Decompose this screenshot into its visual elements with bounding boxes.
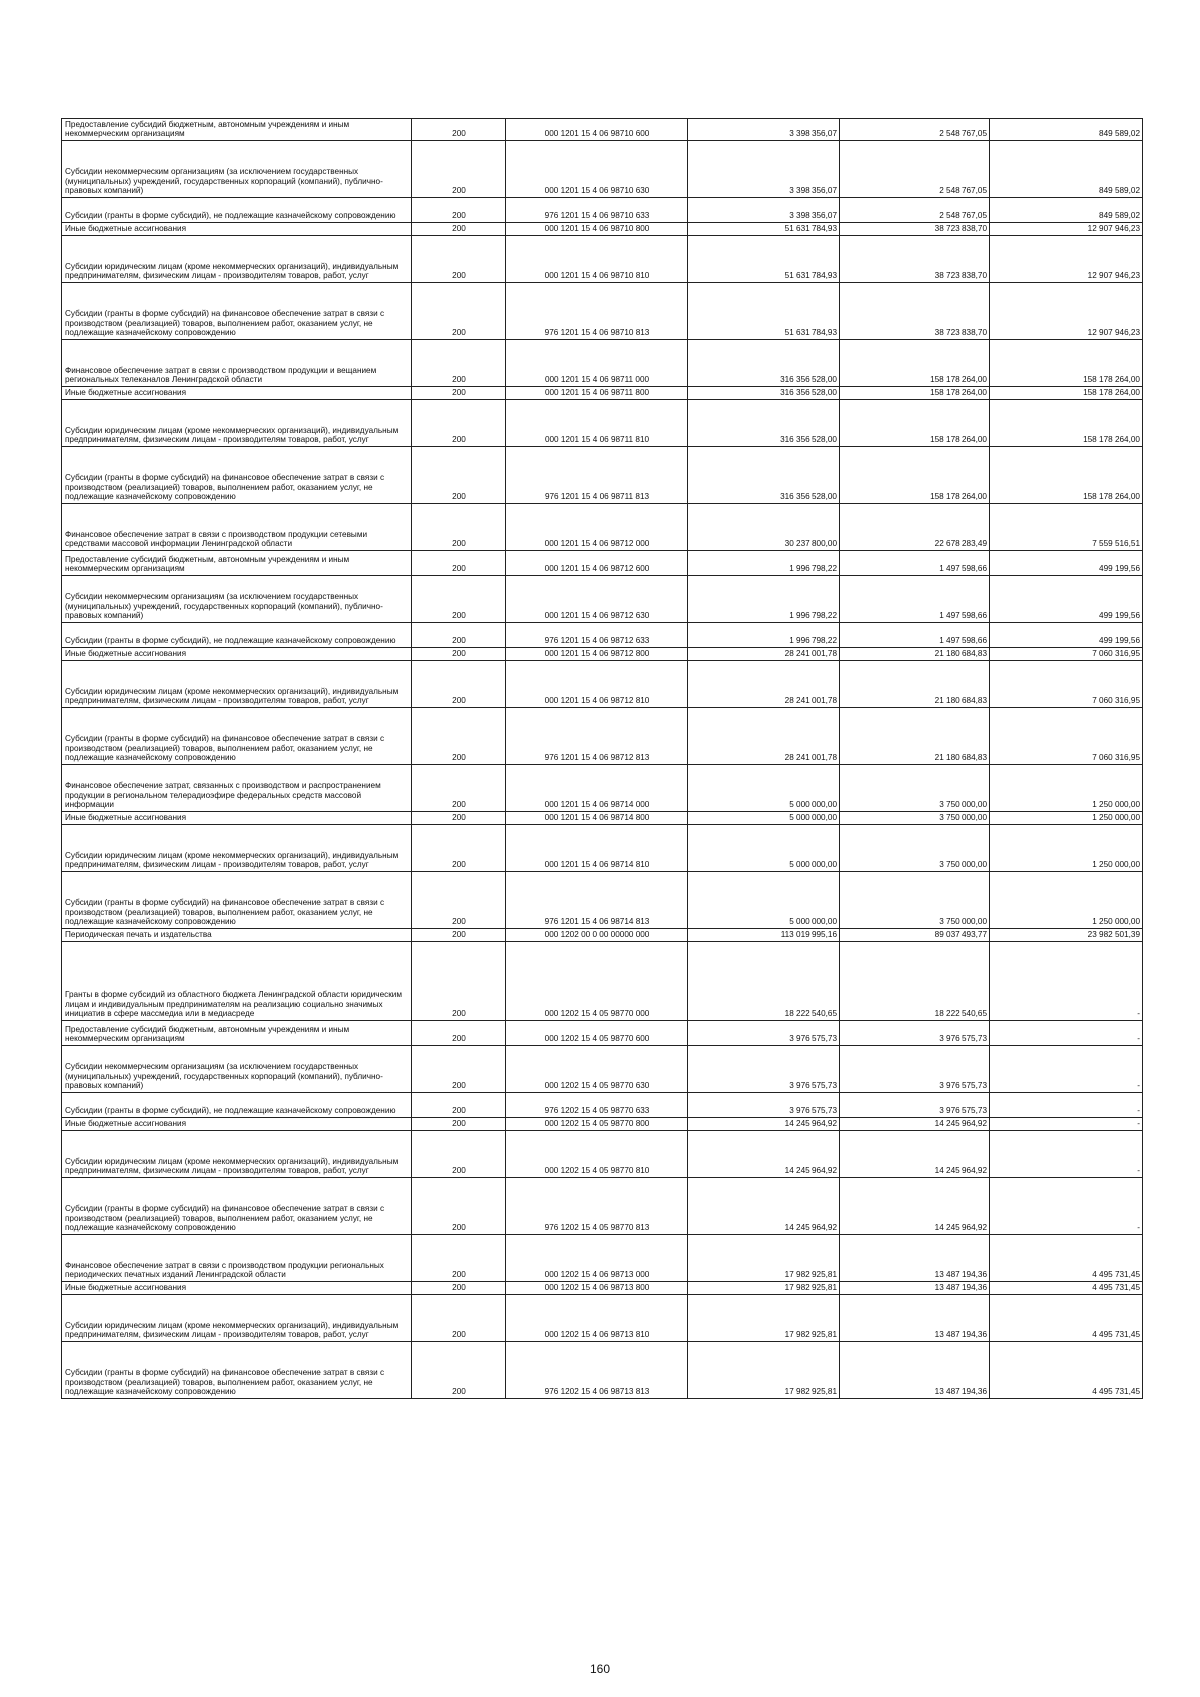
row-approved-amount: 316 356 528,00: [688, 340, 840, 387]
row-name: Иные бюджетные ассигнования: [62, 648, 412, 661]
row-name: Предоставление субсидий бюджетным, автономным учреждениям и иным некоммерческим организациям: [62, 551, 412, 576]
row-unexecuted-amount: -: [990, 1131, 1143, 1178]
row-approved-amount: 14 245 964,92: [688, 1178, 840, 1235]
row-budget-classification-code: 976 1201 15 4 06 98710 813: [506, 283, 688, 340]
row-budget-classification-code: 000 1201 15 4 06 98711 000: [506, 340, 688, 387]
row-unexecuted-amount: 12 907 946,23: [990, 236, 1143, 283]
row-line-code: 200: [412, 623, 506, 648]
row-line-code: 200: [412, 504, 506, 551]
row-approved-amount: 3 976 575,73: [688, 1093, 840, 1118]
table-row: [62, 812, 1143, 825]
row-executed-amount: 158 178 264,00: [840, 400, 990, 447]
table-row: [62, 119, 1143, 141]
row-unexecuted-amount: 12 907 946,23: [990, 283, 1143, 340]
table-row: [62, 447, 1143, 504]
row-line-code: 200: [412, 1295, 506, 1342]
row-budget-classification-code: 000 1201 15 4 06 98710 800: [506, 223, 688, 236]
row-name: Субсидии некоммерческим организациям (за исключением государственных (муниципальных) учреждений, государственных корпораций (компаний), публично-правовых компаний): [62, 141, 412, 198]
row-budget-classification-code: 976 1201 15 4 06 98714 813: [506, 872, 688, 929]
row-approved-amount: 28 241 001,78: [688, 661, 840, 708]
row-name: Периодическая печать и издательства: [62, 929, 412, 942]
row-unexecuted-amount: 499 199,56: [990, 551, 1143, 576]
row-approved-amount: 5 000 000,00: [688, 812, 840, 825]
row-approved-amount: 3 976 575,73: [688, 1021, 840, 1046]
row-name: Субсидии (гранты в форме субсидий), не подлежащие казначейскому сопровождению: [62, 1093, 412, 1118]
row-executed-amount: 21 180 684,83: [840, 661, 990, 708]
row-budget-classification-code: 976 1201 15 4 06 98712 813: [506, 708, 688, 765]
row-line-code: 200: [412, 387, 506, 400]
row-name: Субсидии (гранты в форме субсидий), не подлежащие казначейскому сопровождению: [62, 198, 412, 223]
row-unexecuted-amount: 849 589,02: [990, 198, 1143, 223]
row-approved-amount: 30 237 800,00: [688, 504, 840, 551]
row-executed-amount: 14 245 964,92: [840, 1131, 990, 1178]
row-unexecuted-amount: 849 589,02: [990, 141, 1143, 198]
row-unexecuted-amount: 4 495 731,45: [990, 1295, 1143, 1342]
row-name: Иные бюджетные ассигнования: [62, 387, 412, 400]
row-name: Финансовое обеспечение затрат в связи с производством продукции региональных периодических печатных изданий Ленинградской области: [62, 1235, 412, 1282]
row-executed-amount: 2 548 767,05: [840, 141, 990, 198]
table-row: [62, 648, 1143, 661]
table-row: [62, 576, 1143, 623]
table-row: [62, 1131, 1143, 1178]
table-row: [62, 223, 1143, 236]
row-approved-amount: 5 000 000,00: [688, 765, 840, 812]
row-budget-classification-code: 000 1201 15 4 06 98711 800: [506, 387, 688, 400]
row-line-code: 200: [412, 708, 506, 765]
row-unexecuted-amount: 849 589,02: [990, 119, 1143, 141]
row-approved-amount: 28 241 001,78: [688, 708, 840, 765]
row-approved-amount: 3 976 575,73: [688, 1046, 840, 1093]
row-executed-amount: 1 497 598,66: [840, 551, 990, 576]
row-name: Субсидии юридическим лицам (кроме некоммерческих организаций), индивидуальным предпринимателям, физическим лицам - производителям товаров, работ, услуг: [62, 661, 412, 708]
row-executed-amount: 21 180 684,83: [840, 648, 990, 661]
row-executed-amount: 38 723 838,70: [840, 236, 990, 283]
row-line-code: 200: [412, 812, 506, 825]
row-name: Гранты в форме субсидий из областного бюджета Ленинградской области юридическим лицам и индивидуальным предпринимателям на реализацию социально значимых инициатив в сфере массмедиа или в медиасреде: [62, 942, 412, 1021]
row-executed-amount: 3 976 575,73: [840, 1021, 990, 1046]
budget-execution-table: [61, 118, 1143, 1399]
row-line-code: 200: [412, 1118, 506, 1131]
table-body: [62, 119, 1143, 1399]
row-unexecuted-amount: -: [990, 1093, 1143, 1118]
page-number: 160: [589, 1662, 611, 1676]
row-executed-amount: 89 037 493,77: [840, 929, 990, 942]
row-line-code: 200: [412, 447, 506, 504]
row-approved-amount: 51 631 784,93: [688, 236, 840, 283]
row-unexecuted-amount: -: [990, 1021, 1143, 1046]
table-row: [62, 504, 1143, 551]
row-executed-amount: 1 497 598,66: [840, 576, 990, 623]
row-budget-classification-code: 000 1201 15 4 06 98712 600: [506, 551, 688, 576]
row-budget-classification-code: 000 1201 15 4 06 98712 800: [506, 648, 688, 661]
row-executed-amount: 3 976 575,73: [840, 1046, 990, 1093]
row-unexecuted-amount: 23 982 501,39: [990, 929, 1143, 942]
row-line-code: 200: [412, 340, 506, 387]
row-name: Финансовое обеспечение затрат в связи с производством продукции и вещанием региональных телеканалов Ленинградской области: [62, 340, 412, 387]
row-executed-amount: 3 750 000,00: [840, 812, 990, 825]
row-line-code: 200: [412, 765, 506, 812]
row-budget-classification-code: 000 1201 15 4 06 98710 630: [506, 141, 688, 198]
row-name: Субсидии (гранты в форме субсидий) на финансовое обеспечение затрат в связи с производством (реализацией) товаров, выполнением работ, оказанием услуг, не подлежащие казначейскому сопровождению: [62, 708, 412, 765]
row-line-code: 200: [412, 1021, 506, 1046]
table-row: [62, 141, 1143, 198]
row-executed-amount: 1 497 598,66: [840, 623, 990, 648]
row-executed-amount: 21 180 684,83: [840, 708, 990, 765]
table-row: [62, 551, 1143, 576]
row-name: Финансовое обеспечение затрат, связанных с производством и распространением продукции в региональном телерадиоэфире федеральных средств массовой информации: [62, 765, 412, 812]
row-budget-classification-code: 000 1202 00 0 00 00000 000: [506, 929, 688, 942]
row-executed-amount: 18 222 540,65: [840, 942, 990, 1021]
row-line-code: 200: [412, 223, 506, 236]
row-line-code: 200: [412, 942, 506, 1021]
row-approved-amount: 316 356 528,00: [688, 387, 840, 400]
row-executed-amount: 158 178 264,00: [840, 447, 990, 504]
row-approved-amount: 1 996 798,22: [688, 551, 840, 576]
row-approved-amount: 14 245 964,92: [688, 1118, 840, 1131]
row-name: Субсидии (гранты в форме субсидий) на финансовое обеспечение затрат в связи с производством (реализацией) товаров, выполнением работ, оказанием услуг, не подлежащие казначейскому сопровождению: [62, 447, 412, 504]
row-approved-amount: 1 996 798,22: [688, 576, 840, 623]
row-line-code: 200: [412, 1235, 506, 1282]
row-budget-classification-code: 976 1201 15 4 06 98710 633: [506, 198, 688, 223]
row-budget-classification-code: 000 1202 15 4 05 98770 800: [506, 1118, 688, 1131]
row-executed-amount: 13 487 194,36: [840, 1295, 990, 1342]
row-budget-classification-code: 000 1201 15 4 06 98714 810: [506, 825, 688, 872]
row-name: Субсидии некоммерческим организациям (за исключением государственных (муниципальных) учреждений, государственных корпораций (компаний), публично-правовых компаний): [62, 1046, 412, 1093]
row-executed-amount: 3 750 000,00: [840, 825, 990, 872]
row-budget-classification-code: 000 1202 15 4 06 98713 800: [506, 1282, 688, 1295]
row-executed-amount: 13 487 194,36: [840, 1282, 990, 1295]
table-row: [62, 387, 1143, 400]
row-unexecuted-amount: 7 060 316,95: [990, 648, 1143, 661]
row-budget-classification-code: 000 1202 15 4 05 98770 600: [506, 1021, 688, 1046]
row-budget-classification-code: 000 1202 15 4 06 98713 000: [506, 1235, 688, 1282]
table-row: [62, 661, 1143, 708]
row-approved-amount: 17 982 925,81: [688, 1282, 840, 1295]
row-name: Субсидии юридическим лицам (кроме некоммерческих организаций), индивидуальным предпринимателям, физическим лицам - производителям товаров, работ, услуг: [62, 236, 412, 283]
row-executed-amount: 158 178 264,00: [840, 340, 990, 387]
row-unexecuted-amount: 12 907 946,23: [990, 223, 1143, 236]
row-approved-amount: 18 222 540,65: [688, 942, 840, 1021]
row-budget-classification-code: 000 1202 15 4 05 98770 630: [506, 1046, 688, 1093]
table-row: [62, 1021, 1143, 1046]
row-name: Субсидии (гранты в форме субсидий) на финансовое обеспечение затрат в связи с производством (реализацией) товаров, выполнением работ, оказанием услуг, не подлежащие казначейскому сопровождению: [62, 283, 412, 340]
row-approved-amount: 17 982 925,81: [688, 1342, 840, 1399]
row-budget-classification-code: 000 1202 15 4 05 98770 810: [506, 1131, 688, 1178]
row-unexecuted-amount: -: [990, 1178, 1143, 1235]
row-approved-amount: 51 631 784,93: [688, 283, 840, 340]
row-line-code: 200: [412, 1093, 506, 1118]
row-approved-amount: 3 398 356,07: [688, 119, 840, 141]
row-approved-amount: 1 996 798,22: [688, 623, 840, 648]
row-name: Субсидии юридическим лицам (кроме некоммерческих организаций), индивидуальным предпринимателям, физическим лицам - производителям товаров, работ, услуг: [62, 825, 412, 872]
table-row: [62, 1178, 1143, 1235]
row-approved-amount: 17 982 925,81: [688, 1295, 840, 1342]
table-row: [62, 872, 1143, 929]
row-approved-amount: 28 241 001,78: [688, 648, 840, 661]
row-line-code: 200: [412, 198, 506, 223]
row-executed-amount: 14 245 964,92: [840, 1178, 990, 1235]
row-approved-amount: 14 245 964,92: [688, 1131, 840, 1178]
row-name: Субсидии (гранты в форме субсидий), не подлежащие казначейскому сопровождению: [62, 623, 412, 648]
row-line-code: 200: [412, 236, 506, 283]
row-approved-amount: 51 631 784,93: [688, 223, 840, 236]
row-unexecuted-amount: 158 178 264,00: [990, 400, 1143, 447]
row-budget-classification-code: 000 1201 15 4 06 98712 630: [506, 576, 688, 623]
table-row: [62, 708, 1143, 765]
row-name: Субсидии некоммерческим организациям (за исключением государственных (муниципальных) учреждений, государственных корпораций (компаний), публично-правовых компаний): [62, 576, 412, 623]
table-row: [62, 1118, 1143, 1131]
row-line-code: 200: [412, 400, 506, 447]
row-approved-amount: 113 019 995,16: [688, 929, 840, 942]
row-approved-amount: 316 356 528,00: [688, 400, 840, 447]
row-name: Предоставление субсидий бюджетным, автономным учреждениям и иным некоммерческим организациям: [62, 119, 412, 141]
row-unexecuted-amount: -: [990, 1046, 1143, 1093]
row-line-code: 200: [412, 825, 506, 872]
row-unexecuted-amount: 158 178 264,00: [990, 447, 1143, 504]
row-line-code: 200: [412, 929, 506, 942]
row-approved-amount: 17 982 925,81: [688, 1235, 840, 1282]
row-name: Субсидии юридическим лицам (кроме некоммерческих организаций), индивидуальным предпринимателям, физическим лицам - производителям товаров, работ, услуг: [62, 1295, 412, 1342]
row-budget-classification-code: 976 1202 15 4 05 98770 633: [506, 1093, 688, 1118]
row-name: Иные бюджетные ассигнования: [62, 1282, 412, 1295]
row-name: Иные бюджетные ассигнования: [62, 812, 412, 825]
table-row: [62, 929, 1143, 942]
row-executed-amount: 2 548 767,05: [840, 119, 990, 141]
row-name: Субсидии юридическим лицам (кроме некоммерческих организаций), индивидуальным предпринимателям, физическим лицам - производителям товаров, работ, услуг: [62, 400, 412, 447]
row-unexecuted-amount: -: [990, 942, 1143, 1021]
table-row: [62, 1093, 1143, 1118]
row-executed-amount: 38 723 838,70: [840, 223, 990, 236]
row-approved-amount: 5 000 000,00: [688, 825, 840, 872]
row-unexecuted-amount: 158 178 264,00: [990, 387, 1143, 400]
row-unexecuted-amount: 4 495 731,45: [990, 1282, 1143, 1295]
row-budget-classification-code: 976 1202 15 4 05 98770 813: [506, 1178, 688, 1235]
row-budget-classification-code: 000 1201 15 4 06 98714 800: [506, 812, 688, 825]
row-budget-classification-code: 976 1201 15 4 06 98712 633: [506, 623, 688, 648]
row-approved-amount: 3 398 356,07: [688, 198, 840, 223]
table-row: [62, 400, 1143, 447]
row-budget-classification-code: 000 1201 15 4 06 98711 810: [506, 400, 688, 447]
table-row: [62, 283, 1143, 340]
row-budget-classification-code: 000 1202 15 4 06 98713 810: [506, 1295, 688, 1342]
row-line-code: 200: [412, 141, 506, 198]
row-budget-classification-code: 000 1202 15 4 05 98770 000: [506, 942, 688, 1021]
table-row: [62, 236, 1143, 283]
row-name: Субсидии (гранты в форме субсидий) на финансовое обеспечение затрат в связи с производством (реализацией) товаров, выполнением работ, оказанием услуг, не подлежащие казначейскому сопровождению: [62, 872, 412, 929]
row-executed-amount: 13 487 194,36: [840, 1235, 990, 1282]
row-unexecuted-amount: 4 495 731,45: [990, 1235, 1143, 1282]
row-unexecuted-amount: 4 495 731,45: [990, 1342, 1143, 1399]
table-row: [62, 1282, 1143, 1295]
row-budget-classification-code: 000 1201 15 4 06 98712 000: [506, 504, 688, 551]
row-unexecuted-amount: 1 250 000,00: [990, 872, 1143, 929]
row-line-code: 200: [412, 1178, 506, 1235]
row-unexecuted-amount: 158 178 264,00: [990, 340, 1143, 387]
row-executed-amount: 158 178 264,00: [840, 387, 990, 400]
table-row: [62, 623, 1143, 648]
row-name: Иные бюджетные ассигнования: [62, 1118, 412, 1131]
row-unexecuted-amount: 499 199,56: [990, 576, 1143, 623]
row-line-code: 200: [412, 648, 506, 661]
row-approved-amount: 5 000 000,00: [688, 872, 840, 929]
row-executed-amount: 3 976 575,73: [840, 1093, 990, 1118]
row-unexecuted-amount: 7 060 316,95: [990, 708, 1143, 765]
row-budget-classification-code: 000 1201 15 4 06 98714 000: [506, 765, 688, 812]
row-name: Иные бюджетные ассигнования: [62, 223, 412, 236]
row-approved-amount: 316 356 528,00: [688, 447, 840, 504]
table-row: [62, 340, 1143, 387]
row-unexecuted-amount: 499 199,56: [990, 623, 1143, 648]
row-line-code: 200: [412, 872, 506, 929]
table-row: [62, 1046, 1143, 1093]
row-budget-classification-code: 000 1201 15 4 06 98710 810: [506, 236, 688, 283]
row-executed-amount: 38 723 838,70: [840, 283, 990, 340]
row-executed-amount: 2 548 767,05: [840, 198, 990, 223]
row-unexecuted-amount: 1 250 000,00: [990, 825, 1143, 872]
row-executed-amount: 14 245 964,92: [840, 1118, 990, 1131]
row-unexecuted-amount: 7 559 516,51: [990, 504, 1143, 551]
table-row: [62, 198, 1143, 223]
table-row: [62, 1342, 1143, 1399]
row-executed-amount: 3 750 000,00: [840, 765, 990, 812]
row-name: Субсидии (гранты в форме субсидий) на финансовое обеспечение затрат в связи с производством (реализацией) товаров, выполнением работ, оказанием услуг, не подлежащие казначейскому сопровождению: [62, 1178, 412, 1235]
row-line-code: 200: [412, 1046, 506, 1093]
row-name: Предоставление субсидий бюджетным, автономным учреждениям и иным некоммерческим организациям: [62, 1021, 412, 1046]
row-line-code: 200: [412, 119, 506, 141]
row-executed-amount: 3 750 000,00: [840, 872, 990, 929]
table-row: [62, 765, 1143, 812]
row-name: Субсидии (гранты в форме субсидий) на финансовое обеспечение затрат в связи с производством (реализацией) товаров, выполнением работ, оказанием услуг, не подлежащие казначейскому сопровождению: [62, 1342, 412, 1399]
table-row: [62, 942, 1143, 1021]
row-name: Финансовое обеспечение затрат в связи с производством продукции сетевыми средствами массовой информации Ленинградской области: [62, 504, 412, 551]
row-line-code: 200: [412, 576, 506, 623]
row-line-code: 200: [412, 283, 506, 340]
table-row: [62, 1295, 1143, 1342]
table-row: [62, 1235, 1143, 1282]
row-budget-classification-code: 000 1201 15 4 06 98710 600: [506, 119, 688, 141]
row-executed-amount: 13 487 194,36: [840, 1342, 990, 1399]
row-name: Субсидии юридическим лицам (кроме некоммерческих организаций), индивидуальным предпринимателям, физическим лицам - производителям товаров, работ, услуг: [62, 1131, 412, 1178]
row-executed-amount: 22 678 283,49: [840, 504, 990, 551]
row-unexecuted-amount: 1 250 000,00: [990, 765, 1143, 812]
row-line-code: 200: [412, 1282, 506, 1295]
row-line-code: 200: [412, 1342, 506, 1399]
row-line-code: 200: [412, 551, 506, 576]
row-unexecuted-amount: 7 060 316,95: [990, 661, 1143, 708]
row-budget-classification-code: 976 1201 15 4 06 98711 813: [506, 447, 688, 504]
row-budget-classification-code: 000 1201 15 4 06 98712 810: [506, 661, 688, 708]
table-row: [62, 825, 1143, 872]
row-line-code: 200: [412, 661, 506, 708]
row-budget-classification-code: 976 1202 15 4 06 98713 813: [506, 1342, 688, 1399]
row-unexecuted-amount: -: [990, 1118, 1143, 1131]
row-unexecuted-amount: 1 250 000,00: [990, 812, 1143, 825]
row-approved-amount: 3 398 356,07: [688, 141, 840, 198]
row-line-code: 200: [412, 1131, 506, 1178]
